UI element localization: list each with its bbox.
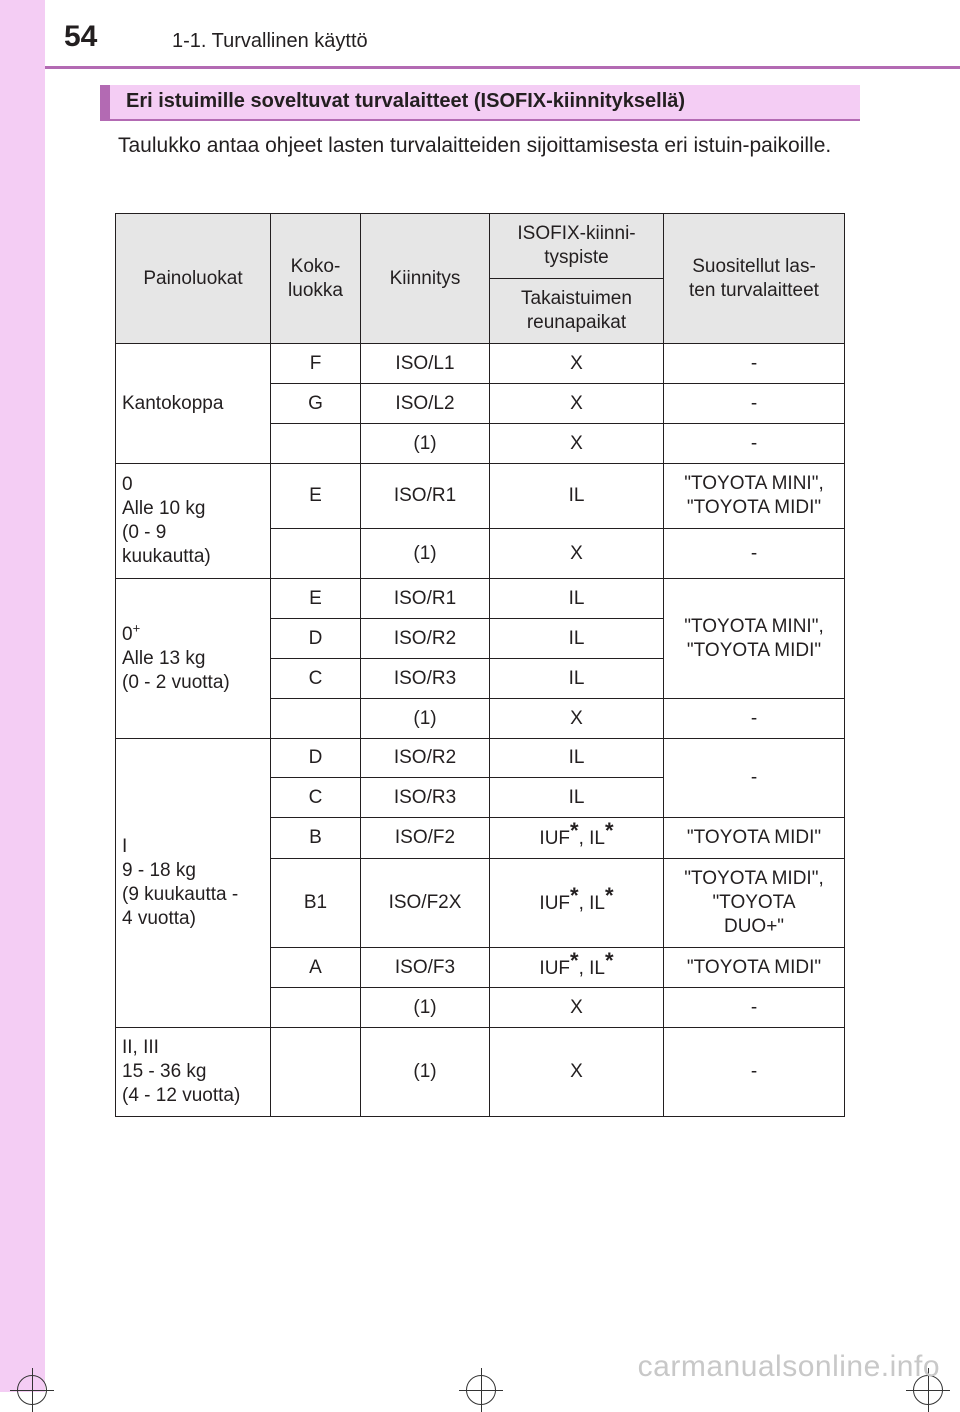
il-label: IL xyxy=(589,893,606,914)
fixture-cell: (1) xyxy=(361,529,490,579)
recommended-cell: - xyxy=(664,1028,845,1117)
recommended-cell: - xyxy=(664,529,845,579)
group-label xyxy=(116,579,271,739)
group-label: I 9 - 18 kg (9 kuukautta - 4 vuotta) xyxy=(116,739,271,1028)
group-label-rest: Alle 13 kg (0 - 2 vuotta) xyxy=(122,647,230,693)
recommended-cell: - xyxy=(664,344,845,384)
fixture-cell: ISO/F3 xyxy=(361,948,490,988)
size-cell: G xyxy=(271,384,361,424)
crop-mark-icon xyxy=(17,1375,47,1405)
isofix-cell: X xyxy=(490,699,664,739)
size-cell: C xyxy=(271,778,361,818)
size-cell: D xyxy=(271,619,361,659)
isofix-cell: IUF*, IL* xyxy=(490,818,664,859)
isofix-cell: IUF*, IL* xyxy=(490,948,664,988)
fixture-cell: ISO/R1 xyxy=(361,464,490,529)
recommended-cell: "TOYOTA MIDI" xyxy=(664,818,845,859)
section-header: 1-1. Turvallinen käyttö xyxy=(172,30,368,52)
fixture-cell: ISO/F2 xyxy=(361,818,490,859)
fixture-cell: (1) xyxy=(361,699,490,739)
size-cell: D xyxy=(271,739,361,778)
fixture-cell: ISO/L2 xyxy=(361,384,490,424)
isofix-cell: IL xyxy=(490,778,664,818)
watermark: carmanualsonline.info xyxy=(637,1350,940,1383)
group-label-head: 0 xyxy=(122,623,133,645)
asterisk-mark: * xyxy=(605,947,614,973)
table-row xyxy=(116,464,845,529)
size-cell: C xyxy=(271,659,361,699)
isofix-cell: X xyxy=(490,529,664,579)
isofix-cell: IL xyxy=(490,739,664,778)
asterisk-mark: * xyxy=(570,818,579,843)
size-cell xyxy=(271,529,361,579)
recommended-cell: - xyxy=(664,699,845,739)
size-cell xyxy=(271,988,361,1028)
size-cell: B xyxy=(271,818,361,859)
size-cell: E xyxy=(271,464,361,529)
crop-mark-icon xyxy=(466,1375,496,1405)
il-label: IL xyxy=(589,828,606,849)
table-row xyxy=(116,739,845,778)
recommended-cell: - xyxy=(664,739,845,818)
header-rear-outboard: Takaistuimen reunapaikat xyxy=(490,279,664,344)
intro-paragraph: Taulukko antaa ohjeet lasten turvalaitteiden sijoittamisesta eri istuin-paikoille. xyxy=(118,134,832,157)
group-label: Kantokoppa xyxy=(116,344,271,464)
header-fixture: Kiinnitys xyxy=(361,214,490,344)
iuf-label: IUF xyxy=(539,828,571,849)
fixture-cell: (1) xyxy=(361,1028,490,1117)
size-cell: B1 xyxy=(271,859,361,948)
isofix-cell: X xyxy=(490,344,664,384)
asterisk-mark: * xyxy=(605,818,614,843)
isofix-cell: X xyxy=(490,988,664,1028)
section-title: Eri istuimille soveltuvat turvalaitteet (ISOFIX-kiinnityksellä) xyxy=(126,90,686,112)
header-rule xyxy=(45,66,960,69)
recommended-cell: "TOYOTA MIDI", "TOYOTA DUO+" xyxy=(664,859,845,948)
group-label: 0 Alle 10 kg (0 - 9 kuukautta) xyxy=(116,464,271,579)
fixture-cell: ISO/F2X xyxy=(361,859,490,948)
size-cell xyxy=(271,424,361,464)
isofix-cell: X xyxy=(490,1028,664,1117)
table-row xyxy=(116,344,845,384)
recommended-cell: - xyxy=(664,988,845,1028)
header-size: Koko- luokka xyxy=(271,214,361,344)
size-cell: F xyxy=(271,344,361,384)
fixture-cell: ISO/R2 xyxy=(361,619,490,659)
isofix-cell: IL xyxy=(490,659,664,699)
isofix-cell: X xyxy=(490,424,664,464)
fixture-cell: ISO/R3 xyxy=(361,659,490,699)
group-label: II, III 15 - 36 kg (4 - 12 vuotta) xyxy=(116,1028,271,1117)
header-isofix: ISOFIX-kiinni- tyspiste xyxy=(490,214,664,279)
group-label-sup: + xyxy=(132,620,141,636)
size-cell: A xyxy=(271,948,361,988)
table-row xyxy=(116,1028,845,1117)
recommended-cell: "TOYOTA MIDI" xyxy=(664,948,845,988)
iuf-label: IUF xyxy=(539,957,571,979)
asterisk-mark: * xyxy=(570,947,579,973)
fixture-cell: (1) xyxy=(361,424,490,464)
recommended-cell: "TOYOTA MINI", "TOYOTA MIDI" xyxy=(664,464,845,529)
il-label: IL xyxy=(589,957,606,979)
isofix-cell: IUF*, IL* xyxy=(490,859,664,948)
asterisk-mark: * xyxy=(605,883,614,908)
size-cell xyxy=(271,699,361,739)
fixture-cell: ISO/R1 xyxy=(361,579,490,619)
recommended-cell: - xyxy=(664,384,845,424)
isofix-cell: IL xyxy=(490,619,664,659)
asterisk-mark: * xyxy=(570,883,579,908)
recommended-cell: "TOYOTA MINI", "TOYOTA MIDI" xyxy=(664,579,845,699)
fixture-cell: (1) xyxy=(361,988,490,1028)
isofix-cell: IL xyxy=(490,579,664,619)
size-cell: E xyxy=(271,579,361,619)
section-title-box xyxy=(100,85,860,121)
isofix-cell: IL xyxy=(490,464,664,529)
sidebar-tab xyxy=(0,0,45,1392)
isofix-seat-table xyxy=(115,213,845,1117)
fixture-cell: ISO/R2 xyxy=(361,739,490,778)
fixture-cell: ISO/L1 xyxy=(361,344,490,384)
header-recommended: Suositellut las- ten turvalaitteet xyxy=(664,214,845,344)
fixture-cell: ISO/R3 xyxy=(361,778,490,818)
table-row xyxy=(116,579,845,619)
header-weight: Painoluokat xyxy=(116,214,271,344)
isofix-cell: X xyxy=(490,384,664,424)
size-cell xyxy=(271,1028,361,1117)
recommended-cell: - xyxy=(664,424,845,464)
page-number: 54 xyxy=(64,20,98,53)
iuf-label: IUF xyxy=(539,893,571,914)
